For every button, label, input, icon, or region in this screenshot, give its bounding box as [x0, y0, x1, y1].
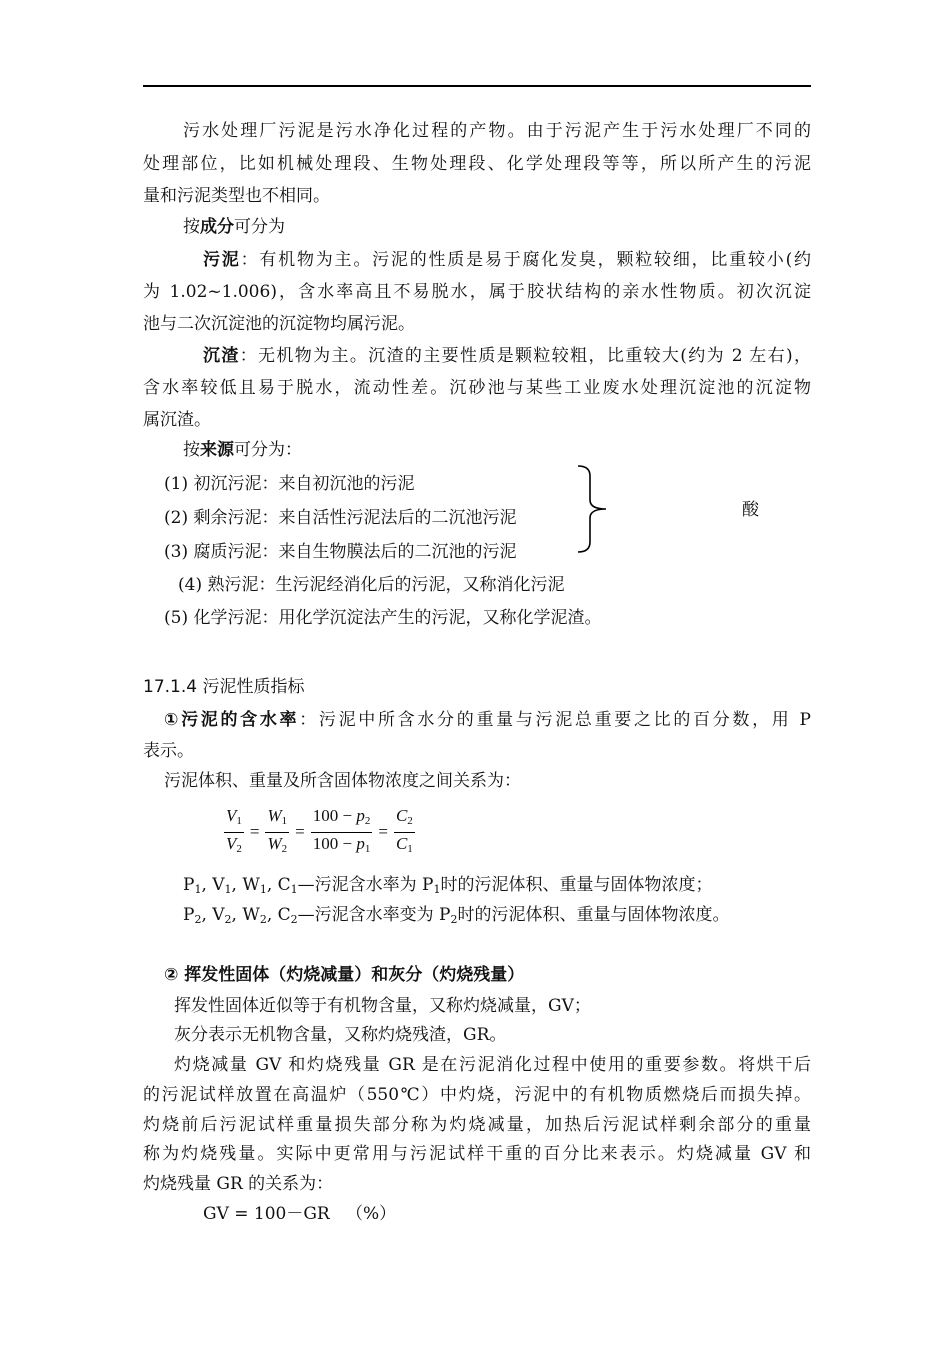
keyword: 来源 [200, 440, 234, 460]
paragraph-line: 属沉渣。 [143, 410, 211, 430]
paragraph-line: 量和污泥类型也不相同。 [143, 186, 330, 206]
brace-label: 酸 [742, 500, 759, 520]
sludge-definition [143, 250, 811, 270]
paragraph-line: 含水率较低且易于脱水，流动性差。沉砂池与某些工业废水处理沉淀池的沉淀物 [143, 378, 811, 398]
text: 可分为： [234, 440, 302, 460]
fraction-p: $\frac{100 - p_2}{100 - p_1}$ [312, 805, 371, 855]
equals-sign: = [295, 822, 305, 841]
header-rule [143, 85, 811, 87]
list-item: (4) 熟污泥：生污泥经消化后的污泥，又称消化污泥 [178, 575, 565, 595]
paragraph-line: 灼烧前后污泥试样重量损失部分称为灼烧减量，加热后污泥试样剩余部分的重量 [143, 1115, 811, 1135]
classification-by-source [183, 440, 851, 460]
paragraph-line: 挥发性固体近似等于有机物含量，又称灼烧减量，GV； [174, 996, 591, 1016]
fraction-v: $\frac{V_1}{V_2}$ [226, 805, 242, 855]
definition-line-2: $P_2$, $V_2$, $W_2$, $C_2—$污泥含水率变为 $P_2$时的污泥体积、重量与固体物浓度。 [183, 905, 730, 926]
text: ：污泥中所含水分的重量与污泥总重要之比的百分数，用 P [299, 710, 811, 730]
marker: ① [164, 710, 182, 730]
section-heading: 17.1.4 污泥性质指标 [143, 677, 305, 697]
paragraph-line: 为 1.02~1.006)，含水率高且不易脱水，属于胶状结构的亲水性物质。初次沉淀 [143, 282, 811, 302]
classification-by-component [183, 217, 851, 237]
moisture-definition [143, 710, 811, 730]
text: 按 [183, 440, 200, 460]
gv-equation: GV = 100－GR （%） [203, 1204, 397, 1224]
paragraph-line: 池与二次沉淀池的沉淀物均属污泥。 [143, 314, 415, 334]
paragraph-line: 称为灼烧残量。实际中更常用与污泥试样干重的百分比来表示。灼烧减量 GV 和 [143, 1144, 811, 1164]
keyword: 成分 [200, 217, 234, 237]
equals-sign: = [249, 822, 260, 841]
text: 可分为 [234, 217, 285, 237]
fraction-w: $\frac{W_1}{W_2}$ [267, 805, 288, 855]
text: ：有机物为主。污泥的性质是易于腐化发臭，颗粒较细，比重较小(约 [240, 250, 811, 270]
term: 污泥 [203, 250, 241, 270]
sediment-definition [143, 346, 811, 366]
relation-intro: 污泥体积、重量及所含固体物浓度之间关系为： [164, 771, 521, 791]
paragraph-line: 处理部位，比如机械处理段、生物处理段、化学处理段等等，所以所产生的污泥 [143, 154, 811, 174]
paragraph-line: 污水处理厂污泥是污水净化过程的产物。由于污泥产生于污水处理厂不同的 [183, 121, 811, 141]
list-item: (2) 剩余污泥：来自活性污泥法后的二沉池污泥 [164, 508, 517, 528]
term: 污泥的含水率 [181, 710, 300, 730]
equals-sign: = [378, 822, 388, 841]
text: 按 [183, 217, 200, 237]
paragraph-line: 灼烧减量 GV 和灼烧残量 GR 是在污泥消化过程中使用的重要参数。将烘干后 [174, 1055, 811, 1075]
term: 沉渣 [203, 346, 240, 366]
paragraph-line: 的污泥试样放置在高温炉（550℃）中灼烧，污泥中的有机物质燃烧后而损失掉。 [143, 1085, 811, 1105]
paragraph-line: 表示。 [143, 741, 194, 761]
volatile-heading: ② 挥发性固体（灼烧减量）和灰分（灼烧残量） [164, 965, 525, 985]
paragraph-line: 灼烧残量 GR 的关系为： [143, 1174, 334, 1194]
text: ：无机物为主。沉渣的主要性质是颗粒较粗，比重较大(约为 2 左右)， [239, 346, 812, 366]
moisture-formula [222, 806, 417, 858]
list-item: (3) 腐质污泥：来自生物膜法后的二沉池的污泥 [164, 542, 517, 562]
paragraph-line: 灰分表示无机物含量，又称灼烧残渣，GR。 [174, 1025, 507, 1045]
fraction-c: $\frac{C_2}{C_1}$ [395, 805, 413, 855]
list-item: (5) 化学污泥：用化学沉淀法产生的污泥，又称化学泥渣。 [164, 608, 602, 628]
definition-line-1: $P_1$, $V_1$, $W_1$, $C_1—$污泥含水率为 $P_1$时的污泥体积、重量与固体物浓度； [183, 875, 713, 896]
list-item: (1) 初沉污泥：来自初沉池的污泥 [164, 474, 415, 494]
right-brace [576, 464, 610, 554]
